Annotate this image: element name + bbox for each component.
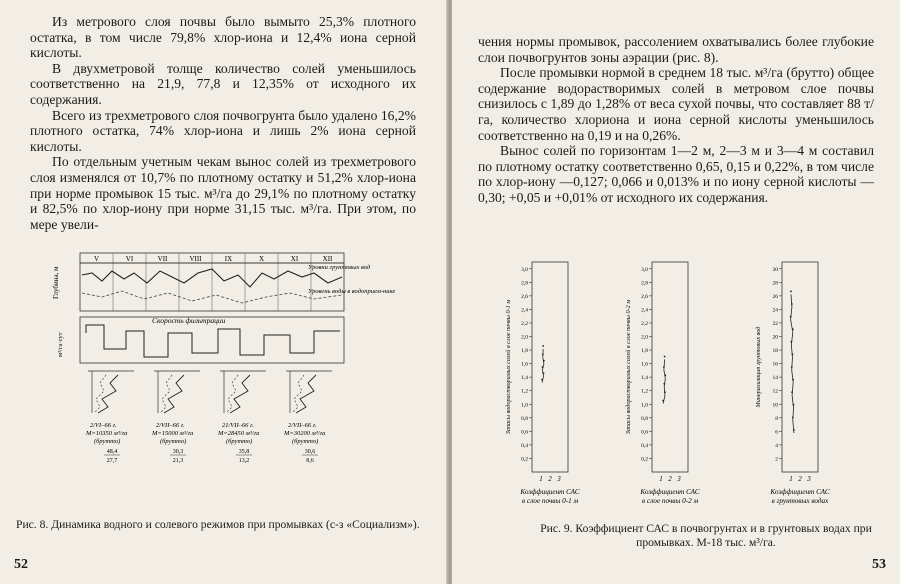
- panel-norm: M=30200 м³/га: [284, 430, 326, 437]
- figure-8-caption: Рис. 8. Динамика водного и солевого режимов при промывках (с-з «Социализм»).: [16, 518, 420, 531]
- figure-8: [52, 253, 396, 485]
- left-paragraph: По отдельным учетным чекам вынос солей из трехметрового слоя изменялся от 10,7% по плотному остатку и 51,2% хлор-иона при норме промывок 15 тыс. м³/га до 29,1% по плотному остатку и 82,5% по хлор-иону при норме 31,15 тыс. м³/га. При этом, по мере увели-: [30, 154, 416, 232]
- page-number-right: 53: [872, 557, 886, 572]
- y-tick-label: 1,8: [641, 348, 648, 355]
- x-tick-label: 3: [807, 475, 811, 483]
- y-tick-label: 1,0: [641, 402, 648, 409]
- y-tick-label: 2,0: [521, 334, 528, 341]
- y-tick-label: 1,6: [641, 361, 648, 368]
- panel-brutto: (брутто): [94, 438, 121, 445]
- ylabel-filtration: м³/га·сут: [57, 332, 64, 357]
- y-tick-label: 26: [772, 293, 778, 300]
- legend-drain: Уровень воды в водоприем-нике: [308, 288, 396, 295]
- panel-brutto: (брутто): [226, 438, 253, 445]
- panel-date: 2/VII–66 г.: [288, 422, 317, 429]
- y-tick-label: 4: [775, 442, 778, 449]
- subchart-frame: [782, 262, 818, 472]
- y-tick-label: 1,2: [641, 388, 648, 395]
- y-tick-label: 18: [772, 348, 778, 355]
- month-label: X: [258, 255, 265, 263]
- y-tick-label: 1,0: [521, 402, 528, 409]
- y-tick-label: 8: [775, 415, 778, 422]
- y-tick-label: 30: [772, 266, 778, 273]
- sas-point: [664, 356, 666, 358]
- sas-point: [542, 345, 544, 347]
- page-number-left: 52: [14, 557, 28, 572]
- y-tick-label: 1,4: [641, 375, 648, 382]
- panel-date: 2/VI–66 г.: [90, 422, 117, 429]
- subchart-ylabel: Минерализация грунтовых вод: [755, 326, 762, 408]
- subchart-xlabel: Коэффициент САС: [770, 488, 830, 496]
- left-page: [0, 0, 448, 584]
- x-tick-label: 3: [677, 475, 681, 483]
- month-label: V: [93, 255, 100, 263]
- x-tick-label: 2: [798, 475, 802, 483]
- subchart-xlabel-sub: в слое почвы 0-1 м: [521, 497, 579, 505]
- y-tick-label: 2,2: [521, 320, 528, 327]
- y-tick-label: 20: [772, 334, 778, 341]
- panel-frac-top: 48,4: [106, 449, 118, 455]
- filtration-step-line: [86, 325, 340, 357]
- y-tick-label: 2,6: [641, 293, 648, 300]
- left-paragraph: В двухметровой толще количество солей уменьшилось соответственно на 21,9, 77,8 и 12,35% от исходного их содержания.: [30, 60, 416, 107]
- y-tick-label: 0,8: [521, 415, 528, 422]
- panel-frac-top: 35,8: [238, 449, 250, 455]
- y-tick-label: 3,0: [521, 266, 528, 273]
- subchart-ylabel: Запасы водорастворимых солей в слое почвы 0-1 м: [505, 299, 512, 435]
- y-tick-label: 0,8: [641, 415, 648, 422]
- month-label: XII: [322, 255, 333, 263]
- panel-frac-bot: 27,7: [106, 458, 118, 464]
- left-paragraph: Всего из трехметрового слоя почвогрунта было удалено 16,2% плотного остатка, 74% хлор-иона и лишь 2% иона серной кислоты.: [30, 107, 416, 154]
- salt-profile-before: [296, 375, 316, 413]
- legend-groundwater: Уровни грунтовых вод: [308, 264, 371, 271]
- x-tick-label: 1: [659, 475, 663, 483]
- right-paragraph: После промывки нормой в среднем 18 тыс. м³/га (брутто) общее содержание водорастворимых солей в метровом слое почвы снизилось с 1,89 до 1,28% от веса сухой почвы, что составляет 88 т/га, количество хлориона и иона серной кислоты уменьшилось соответственно на 0,19 и на 0,26%.: [478, 65, 874, 143]
- panel-frac-top: 30,3: [172, 449, 184, 455]
- y-tick-label: 0,4: [641, 442, 648, 449]
- salt-profile-after: [226, 375, 238, 413]
- y-tick-label: 2,8: [641, 280, 648, 287]
- y-tick-label: 0,2: [641, 456, 648, 463]
- figure-9-caption: Рис. 9. Коэффициент САС в почвогрунтах и в грунтовых водах при промывках. M-18 тыс. м³/га.: [540, 522, 872, 549]
- panel-frac-top: 30,6: [304, 449, 316, 455]
- right-paragraph: Вынос солей по горизонтам 1—2 м, 2—3 м и 3—4 м составил по плотному остатку соответственно 0,65, 0,15 и 0,22%, в том числе по хлор-иону —0,127; 0,066 и 0,013% и по иону серной кислоты —0,30; +0,05 и +0,01% от исходного их содержания.: [478, 143, 874, 205]
- month-label: IX: [224, 255, 233, 263]
- y-tick-label: 0,4: [521, 442, 528, 449]
- panel-norm: M=28450 м³/га: [218, 430, 260, 437]
- y-tick-label: 6: [775, 429, 778, 436]
- month-label: VI: [125, 255, 134, 263]
- subchart-frame: [532, 262, 568, 472]
- left-paragraph: Из метрового слоя почвы было вымыто 25,3% плотного остатка, в том числе 79,8% хлор-иона и 12,4% иона серной кислоты.: [30, 14, 416, 61]
- right-page: [452, 0, 900, 584]
- y-tick-label: 1,4: [521, 375, 528, 382]
- y-tick-label: 28: [772, 280, 778, 287]
- sas-point: [790, 291, 792, 293]
- subchart-xlabel: Коэффициент САС: [640, 488, 700, 496]
- ylabel-depth: Глубина, м: [52, 266, 60, 299]
- y-tick-label: 1,6: [521, 361, 528, 368]
- panel-frac-bot: 13,2: [238, 458, 250, 464]
- x-tick-label: 2: [548, 475, 552, 483]
- y-tick-label: 22: [772, 320, 778, 327]
- y-tick-label: 2,6: [521, 293, 528, 300]
- y-tick-label: 3,0: [641, 266, 648, 273]
- x-tick-label: 1: [539, 475, 543, 483]
- panel-frac-bot: 21,3: [172, 458, 184, 464]
- x-tick-label: 2: [668, 475, 672, 483]
- y-tick-label: 2: [775, 456, 778, 463]
- right-text-block: [478, 34, 874, 206]
- sas-subchart: [755, 262, 830, 505]
- y-tick-label: 14: [772, 375, 778, 382]
- y-tick-label: 0,6: [521, 429, 528, 436]
- month-axis: [80, 253, 344, 311]
- salt-profile-after: [94, 375, 106, 413]
- figure-9: [492, 248, 872, 514]
- right-paragraph: чения нормы промывок, рассолением охватывались более глубокие слои почвогрунтов зоны аэрации (рис. 8).: [478, 34, 874, 65]
- y-tick-label: 16: [772, 361, 778, 368]
- panel-brutto: (брутто): [160, 438, 187, 445]
- filtration-label: Скорость фильтрации: [152, 316, 226, 325]
- sas-trend-line: [791, 294, 794, 433]
- y-tick-label: 24: [772, 307, 778, 314]
- x-tick-label: 3: [557, 475, 561, 483]
- subchart-frame: [652, 262, 688, 472]
- month-label: VIII: [189, 255, 202, 263]
- salt-profile-panels: [85, 371, 332, 464]
- sas-subchart: [625, 262, 700, 505]
- x-tick-label: 1: [789, 475, 793, 483]
- subchart-xlabel: Коэффициент САС: [520, 488, 580, 496]
- y-tick-label: 10: [772, 402, 778, 409]
- y-tick-label: 2,4: [521, 307, 528, 314]
- salt-profile-before: [98, 375, 118, 413]
- panel-frac-bot: 8,6: [306, 458, 314, 464]
- panel-date: 21/VII–66 г.: [222, 422, 255, 429]
- y-tick-label: 1,8: [521, 348, 528, 355]
- salt-profile-before: [230, 375, 250, 413]
- month-label: XI: [290, 255, 299, 263]
- salt-profile-after: [160, 375, 172, 413]
- subchart-xlabel-sub: в слое почвы 0-2 м: [641, 497, 699, 505]
- subchart-xlabel-sub: в грунтовых водах: [771, 497, 829, 505]
- subchart-ylabel: Запасы водорастворимых солей в слое почвы 0-2 м: [625, 299, 632, 435]
- sas-trend-line: [663, 360, 665, 404]
- salt-profile-before: [164, 375, 184, 413]
- panel-date: 2/VII–66 г.: [156, 422, 185, 429]
- y-tick-label: 1,2: [521, 388, 528, 395]
- y-tick-label: 0,2: [521, 456, 528, 463]
- salt-profile-after: [292, 375, 304, 413]
- y-tick-label: 2,8: [521, 280, 528, 287]
- y-tick-label: 2,4: [641, 307, 648, 314]
- left-text-block: [30, 14, 416, 232]
- panel-brutto: (брутто): [292, 438, 319, 445]
- panel-norm: M=10350 м³/га: [86, 430, 128, 437]
- month-label: VII: [157, 255, 168, 263]
- y-tick-label: 12: [772, 388, 778, 395]
- y-tick-label: 2,0: [641, 334, 648, 341]
- panel-norm: M=15000 м³/га: [152, 430, 194, 437]
- y-tick-label: 0,6: [641, 429, 648, 436]
- y-tick-label: 2,2: [641, 320, 648, 327]
- sas-subchart: [505, 262, 580, 505]
